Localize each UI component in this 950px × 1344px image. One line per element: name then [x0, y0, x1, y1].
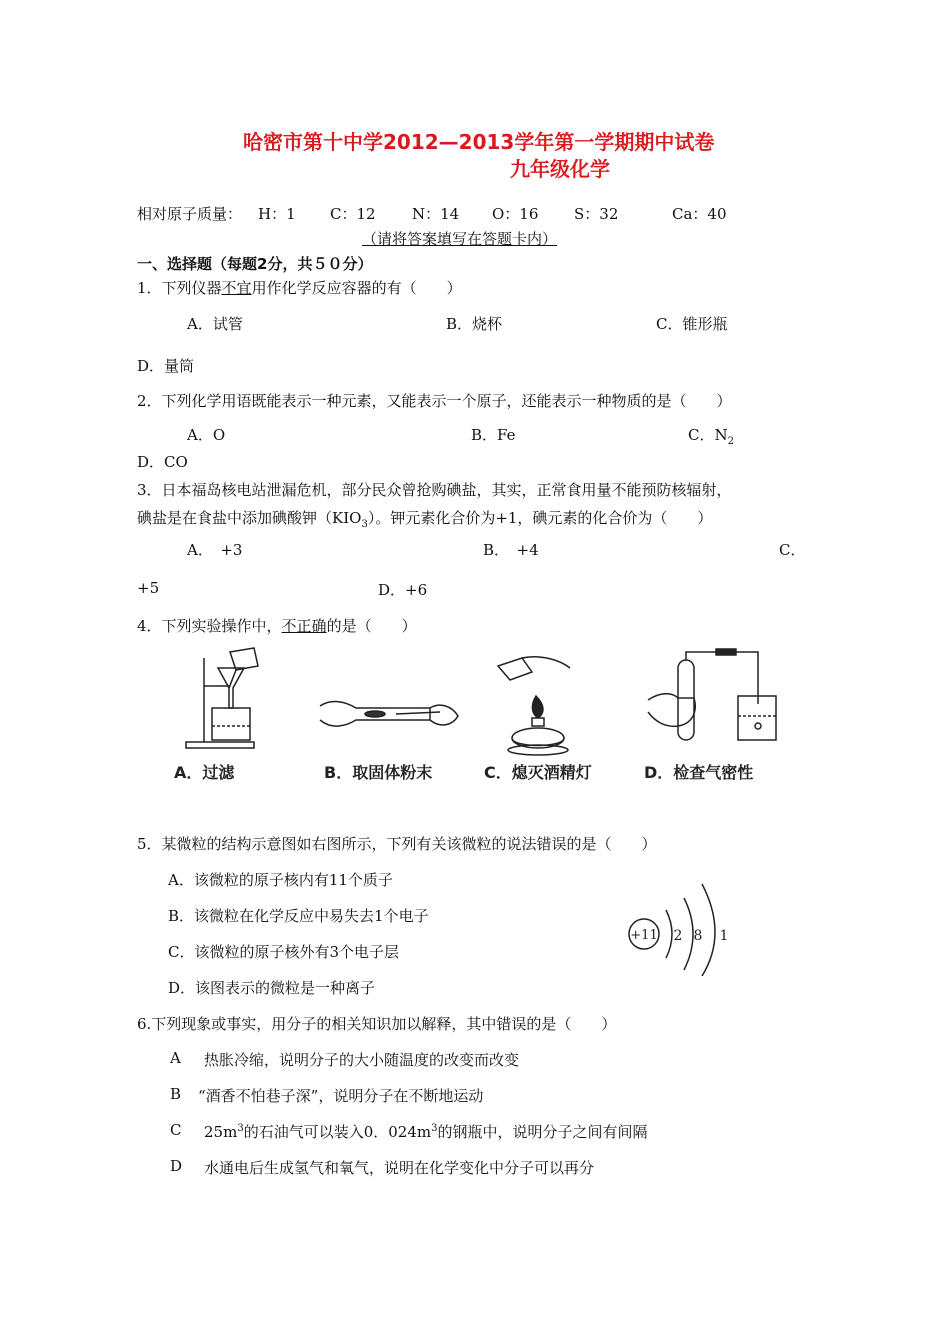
- question-3-stem-line1: 3．日本福岛核电站泄漏危机，部分民众曾抢购碘盐，其实，正常食用量不能预防核辐射，: [137, 481, 732, 499]
- figure-caption-d: D．检查气密性: [644, 763, 754, 782]
- filtration-illustration: [186, 648, 258, 748]
- question-5-option-c: C．该微粒的原子核外有3个电子层: [168, 943, 400, 961]
- question-6-option-c-letter: C: [170, 1121, 182, 1139]
- question-5-stem: 5．某微粒的结构示意图如右图所示，下列有关该微粒的说法错误的是（ ）: [137, 835, 657, 853]
- question-2-stem: 2．下列化学用语既能表示一种元素，又能表示一个原子，还能表示一种物质的是（ ）: [137, 392, 732, 410]
- question-2-option-d: D．CO: [137, 453, 188, 471]
- question-1-option-c: C．锥形瓶: [656, 315, 728, 333]
- atomic-mass-label: 相对原子质量：: [137, 205, 243, 223]
- question-6-option-b-letter: B: [170, 1085, 182, 1103]
- atomic-mass-ca: Ca：40: [672, 205, 727, 223]
- airtightness-illustration: [648, 649, 776, 740]
- shell-1-electrons: 2: [673, 928, 683, 944]
- question-2-option-a: A．O: [187, 426, 226, 444]
- question-3-stem-line2: 碘盐是在食盐中添加碘酸钾$(KIO_3)$。钾元素化合价为+1，碘元素的化合价为（ ）: [137, 509, 713, 530]
- atomic-mass-n: N：14: [412, 205, 460, 223]
- question-5-option-b: B．该微粒在化学反应中易失去1个电子: [168, 907, 429, 925]
- question-1-option-d: D．量筒: [137, 357, 195, 375]
- question-6-option-c: $25m^3$的石油气可以装入0．$024m^3$的钢瓶中，说明分子之间有间隔: [204, 1123, 648, 1141]
- question-6-option-d: 水通电后生成氢气和氧气，说明在化学变化中分子可以再分: [204, 1159, 595, 1177]
- atomic-mass-h: H：1: [258, 205, 296, 223]
- question-6-option-a-letter: A: [170, 1049, 181, 1067]
- figure-caption-a: A．过滤: [174, 763, 235, 782]
- figure-caption-c: C．熄灭酒精灯: [484, 763, 592, 782]
- atomic-mass-s: S：32: [574, 205, 619, 223]
- section-heading: 一、选择题（每题2分，共５０分）: [137, 255, 373, 273]
- nucleus-charge: +11: [630, 928, 658, 943]
- atomic-mass-o: O：16: [492, 205, 539, 223]
- question-5-option-a: A．该微粒的原子核内有11个质子: [168, 871, 393, 889]
- question-1-option-a: A．试管: [187, 315, 243, 333]
- question-6-stem: 6.下列现象或事实，用分子的相关知识加以解释，其中错误的是（ ）: [137, 1015, 617, 1033]
- question-3-option-b: B． +4: [483, 541, 539, 559]
- question-3-option-a: A． +3: [187, 541, 243, 559]
- atomic-structure-diagram: [620, 876, 740, 976]
- question-4-stem: 4．下列实验操作中，不正确的是（ ）: [137, 617, 417, 635]
- question-3-option-c: C．: [779, 541, 806, 559]
- question-1-emphasis: 不宜: [221, 279, 252, 297]
- question-6-option-b: “酒香不怕巷子深”，说明分子在不断地运动: [198, 1087, 484, 1105]
- question-6-option-a: 热胀冷缩，说明分子的大小随温度的改变而改变: [204, 1051, 520, 1069]
- shell-2-electrons: 8: [693, 928, 703, 944]
- shell-3-electrons: 1: [719, 928, 729, 944]
- question-1-option-b: B．烧杯: [446, 315, 503, 333]
- question-5-option-d: D．该图表示的微粒是一种离子: [168, 979, 376, 997]
- question-4-emphasis: 不正确: [281, 617, 327, 635]
- question-3-option-c-value: +5: [137, 579, 160, 597]
- exam-title: 哈密市第十中学2012—2013学年第一学期期中试卷: [243, 130, 715, 154]
- question-1-stem: 1．下列仪器不宜用作化学反应容器的有（ ）: [137, 279, 462, 297]
- atomic-mass-c: C：12: [330, 205, 376, 223]
- question-3-option-d: D．+6: [378, 581, 428, 599]
- question-2-option-b: B．Fe: [471, 426, 516, 444]
- lab-operations-figure: [160, 646, 800, 790]
- exam-subtitle: 九年级化学: [510, 157, 610, 181]
- question-6-option-d-letter: D: [170, 1157, 183, 1175]
- alcohol-lamp-illustration: [498, 657, 570, 755]
- answer-instruction: （请将答案填写在答题卡内）: [362, 230, 558, 248]
- figure-caption-b: B．取固体粉末: [324, 763, 433, 782]
- question-2-option-c: C．$N_2$: [688, 426, 734, 447]
- powder-illustration: [320, 702, 458, 727]
